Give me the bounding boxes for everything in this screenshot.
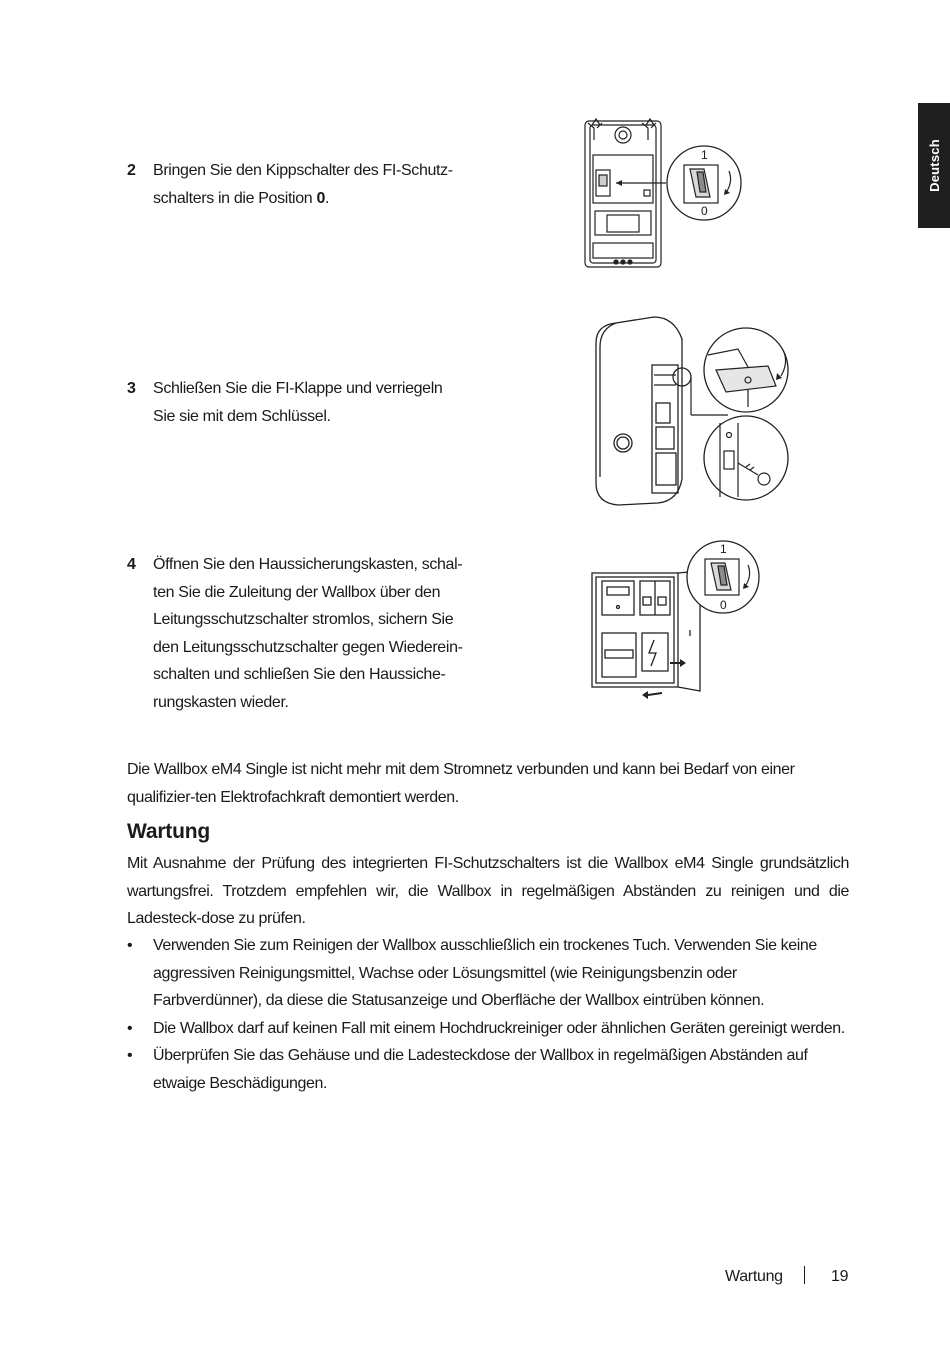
list-item-text: Die Wallbox darf auf keinen Fall mit einem Hochdruckreiniger oder ähnlichen Geräten gereinigt werden.	[153, 1019, 845, 1037]
language-tab	[918, 103, 950, 228]
step-text-end: .	[325, 189, 330, 207]
fuse-box-illustration	[588, 535, 773, 710]
switch-on-label: 1	[720, 542, 727, 556]
disconnect-note: Die Wallbox eM4 Single ist nicht mehr mit dem Stromnetz verbunden und kann bei Bedarf von einer qualifizier-ten Elektrofachkraft demontiert werden.	[127, 761, 795, 806]
step-2	[127, 157, 467, 212]
step-number: 3	[127, 380, 136, 397]
step-text: Öffnen Sie den Haussicherungskasten, schal-ten Sie die Zuleitung der Wallbox über den Leitungsschutzschalter stromlos, sichern Sie den Leitungsschutzschalter gegen Wiederein-schalten und schließen Sie den Haussiche-rungskasten wieder.	[153, 556, 463, 711]
step-text	[153, 157, 467, 212]
bullet-symbol: •	[127, 1047, 133, 1064]
list-item-text: Verwenden Sie zum Reinigen der Wallbox ausschließlich ein trockenes Tuch. Verwenden Sie keine aggressiven Reinigungsmittel, Wachse oder Lösungsmittel (wie Reinigungsbenzin oder Farbverdünner), da diese die Statusanzeige und Oberfläche der Wallbox eintrüben können.	[153, 937, 817, 1009]
step-number: 4	[127, 556, 136, 573]
list-item	[127, 1042, 849, 1097]
switch-off-label: 0	[701, 204, 708, 218]
footer-section-name: Wartung	[725, 1268, 783, 1285]
bullet-symbol: •	[127, 937, 133, 954]
switch-on-label: 1	[701, 148, 708, 162]
step-3	[127, 375, 467, 430]
step-text: Schließen Sie die FI-Klappe und verriegeln Sie sie mit dem Schlüssel.	[153, 380, 443, 425]
list-item-text: Überprüfen Sie das Gehäuse und die Ladesteckdose der Wallbox in regelmäßigen Abständen auf etwaige Beschädigungen.	[153, 1047, 808, 1092]
fi-switch-illustration	[578, 115, 753, 275]
section-heading: Wartung	[127, 820, 210, 843]
section-intro: Mit Ausnahme der Prüfung des integrierten FI-Schutzschalters ist die Wallbox eM4 Single grundsätzlich wartungsfrei. Trotzdem empfehlen wir, die Wallbox in regelmäßigen Abständen zu reinigen und die Ladesteck-dose zu prüfen.	[127, 855, 849, 927]
bullet-symbol: •	[127, 1019, 133, 1037]
maintenance-list	[127, 932, 849, 1097]
step-text-start: Bringen Sie den Kippschalter des FI-Schutz-schalters in die Position	[153, 162, 453, 207]
switch-off-label: 0	[720, 598, 727, 612]
switch-position-value: 0	[316, 189, 325, 207]
step-4	[127, 551, 467, 716]
fi-flap-lock-illustration	[588, 315, 798, 510]
language-tab-label: Deutsch	[926, 139, 942, 192]
list-item	[127, 1015, 849, 1043]
footer-divider	[804, 1266, 805, 1284]
step-number: 2	[127, 162, 136, 179]
list-item	[127, 932, 849, 1015]
page-number: 19	[831, 1268, 849, 1285]
